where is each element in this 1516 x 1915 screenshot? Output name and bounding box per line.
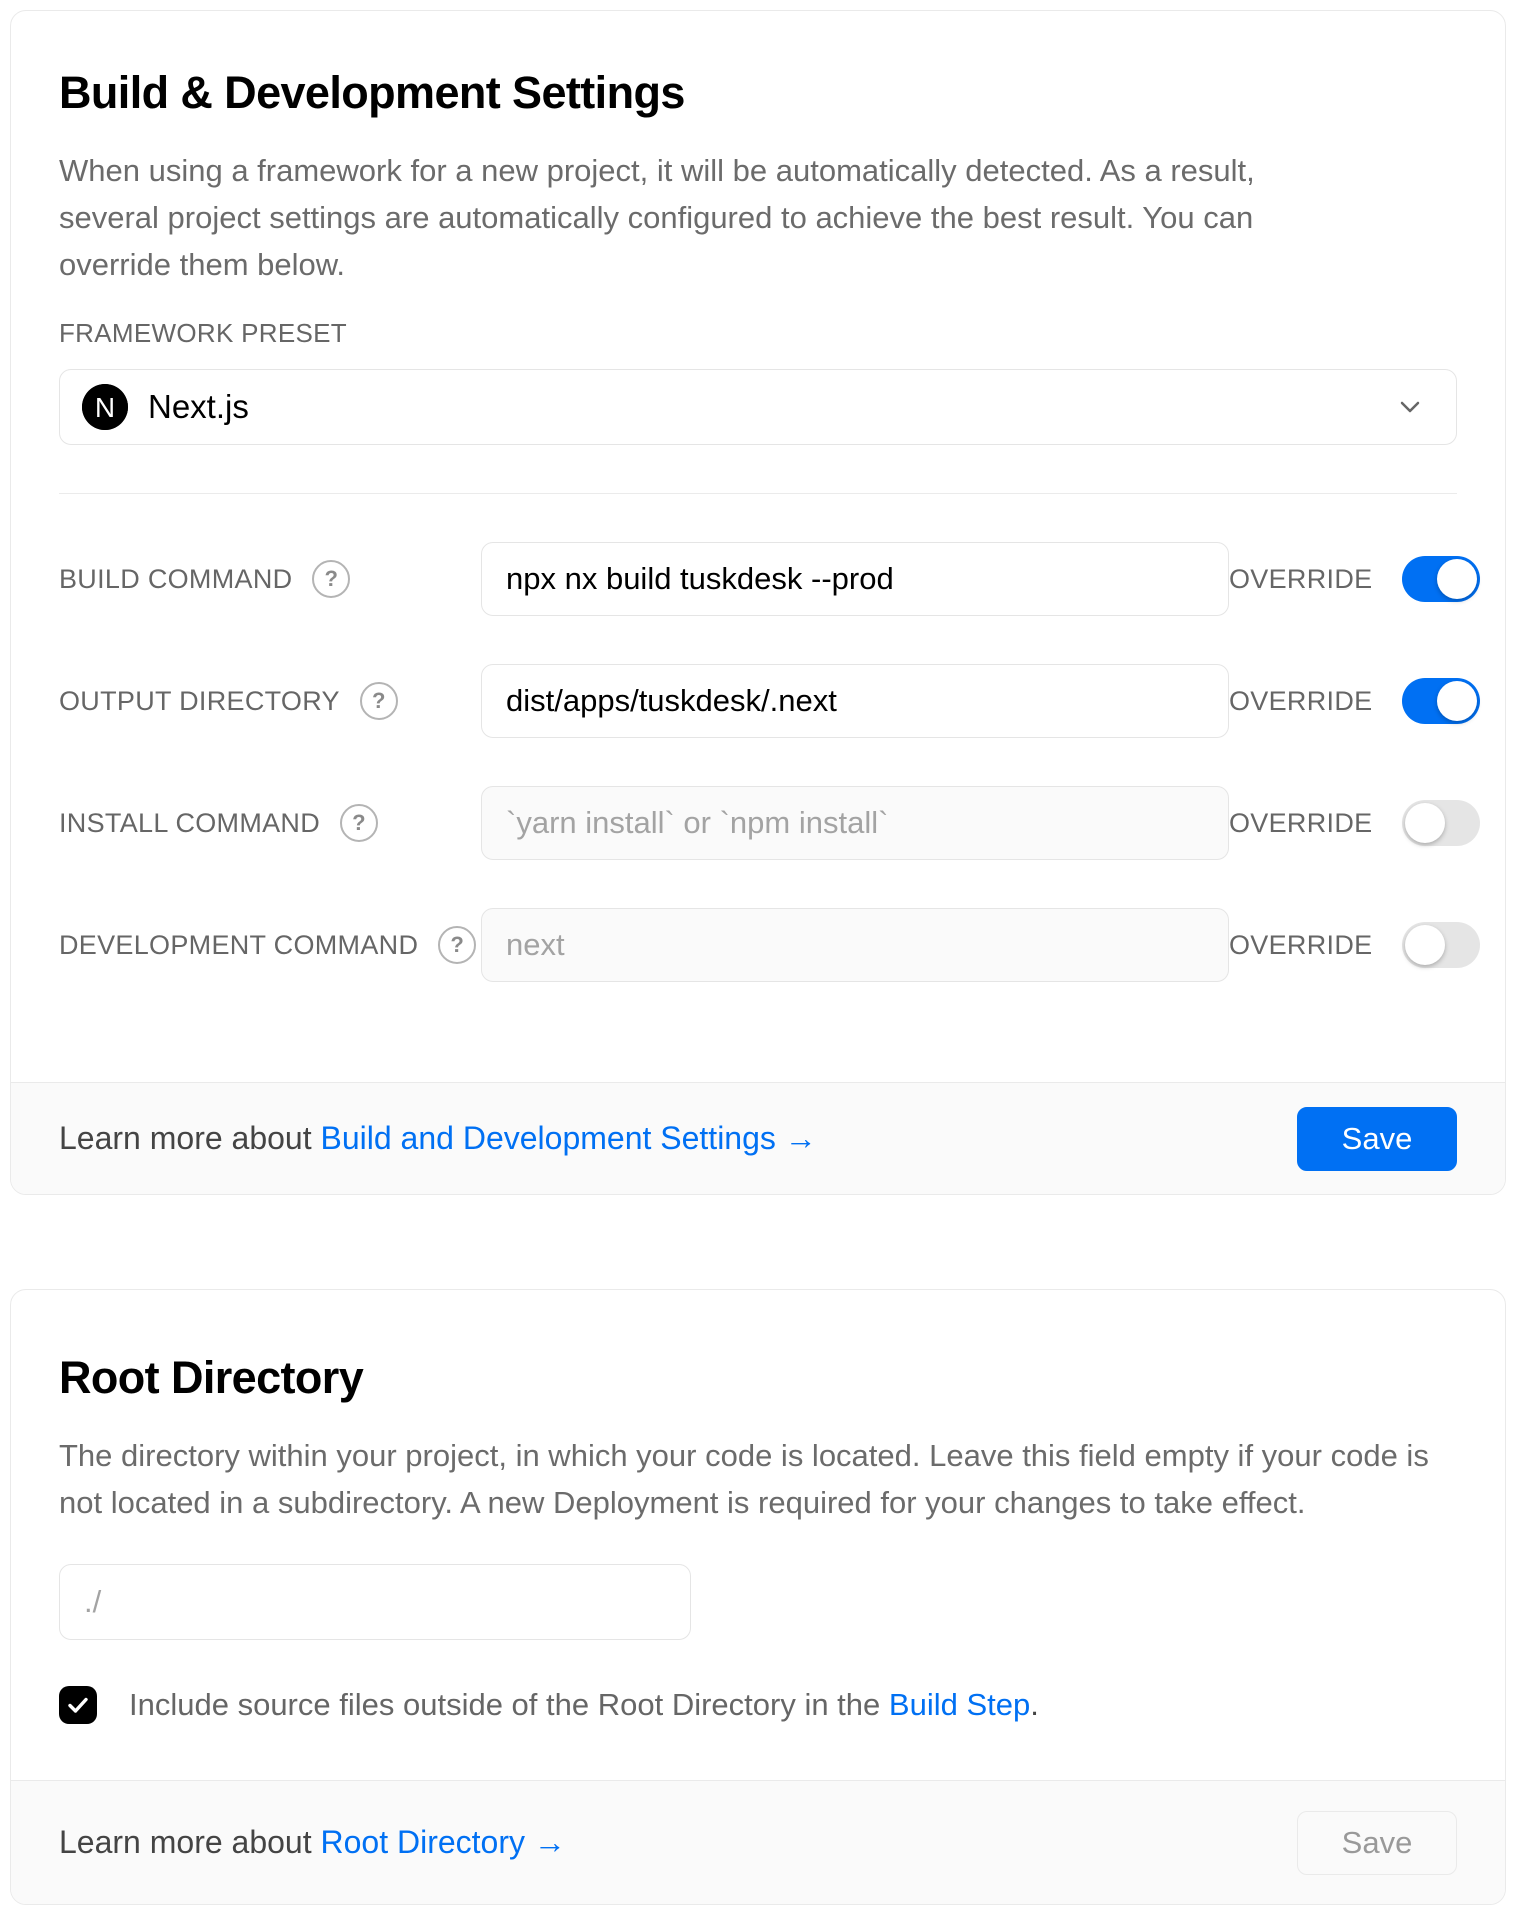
build-command-row — [59, 542, 1457, 616]
save-button[interactable]: Save — [1297, 1107, 1457, 1171]
check-icon — [65, 1692, 91, 1718]
root-directory-card — [10, 1289, 1506, 1905]
root-directory-docs-link[interactable]: Root Directory → — [320, 1824, 566, 1860]
output-directory-label-group — [59, 682, 481, 720]
build-settings-footer — [11, 1082, 1505, 1194]
learn-more-text — [59, 1824, 566, 1861]
save-button-disabled: Save — [1297, 1811, 1457, 1875]
nextjs-logo-icon — [82, 384, 128, 430]
development-command-label-group — [59, 926, 481, 964]
install-command-input — [481, 786, 1229, 860]
help-icon[interactable]: ? — [360, 682, 398, 720]
learn-more-prefix: Learn more about — [59, 1120, 321, 1156]
toggle-knob — [1437, 559, 1477, 599]
toggle-knob — [1405, 803, 1445, 843]
help-icon[interactable]: ? — [312, 560, 350, 598]
override-label: OVERRIDE — [1229, 563, 1373, 594]
arrow-right-icon: → — [784, 1120, 817, 1156]
include-source-files-checkbox[interactable] — [59, 1686, 97, 1724]
override-label: OVERRIDE — [1229, 929, 1373, 960]
root-directory-input[interactable] — [59, 1564, 691, 1640]
root-directory-title: Root Directory — [59, 1352, 364, 1403]
output-directory-label: OUTPUT DIRECTORY — [59, 685, 340, 716]
root-directory-footer — [11, 1780, 1505, 1904]
build-command-label: BUILD COMMAND — [59, 563, 293, 594]
override-label: OVERRIDE — [1229, 807, 1373, 838]
development-command-override-toggle[interactable] — [1402, 922, 1480, 968]
build-settings-docs-link[interactable]: Build and Development Settings → — [320, 1120, 817, 1156]
install-command-label: INSTALL COMMAND — [59, 807, 321, 838]
build-settings-card — [10, 10, 1506, 1195]
development-command-input — [481, 908, 1229, 982]
build-command-input[interactable] — [481, 542, 1229, 616]
install-command-override-toggle[interactable] — [1402, 800, 1480, 846]
framework-preset-label: FRAMEWORK PRESET — [59, 318, 347, 348]
help-icon[interactable]: ? — [340, 804, 378, 842]
svg-text:N: N — [94, 392, 116, 423]
toggle-knob — [1437, 681, 1477, 721]
build-step-link[interactable]: Build Step — [888, 1687, 1031, 1722]
output-directory-override-toggle[interactable] — [1402, 678, 1480, 724]
framework-preset-value: Next.js — [148, 388, 249, 425]
toggle-knob — [1405, 925, 1445, 965]
root-directory-description: The directory within your project, in which your code is located. Leave this field empty if your code is not located in a subdirectory. A new Deployment is required for your changes to take effect. — [59, 1438, 1429, 1520]
build-settings-title: Build & Development Settings — [59, 67, 685, 118]
include-source-files-row — [59, 1686, 1457, 1724]
override-label: OVERRIDE — [1229, 685, 1373, 716]
build-command-override-toggle[interactable] — [1402, 556, 1480, 602]
build-settings-description: When using a framework for a new project, it will be automatically detected. As a result, several project settings are automatically configured to achieve the best result. You can override them below. — [59, 153, 1255, 282]
arrow-right-icon: → — [533, 1824, 566, 1860]
install-command-label-group — [59, 804, 481, 842]
learn-more-prefix: Learn more about — [59, 1824, 321, 1860]
chevron-down-icon — [1394, 391, 1426, 423]
development-command-row — [59, 908, 1457, 982]
output-directory-input[interactable] — [481, 664, 1229, 738]
development-command-label: DEVELOPMENT COMMAND — [59, 929, 419, 960]
framework-preset-select[interactable] — [59, 369, 1457, 445]
output-directory-row — [59, 664, 1457, 738]
learn-more-text — [59, 1120, 817, 1157]
build-command-label-group — [59, 560, 481, 598]
include-source-files-label: Include source files outside of the Root Directory in the Build Step. — [129, 1687, 1039, 1722]
install-command-row — [59, 786, 1457, 860]
help-icon[interactable]: ? — [438, 926, 476, 964]
